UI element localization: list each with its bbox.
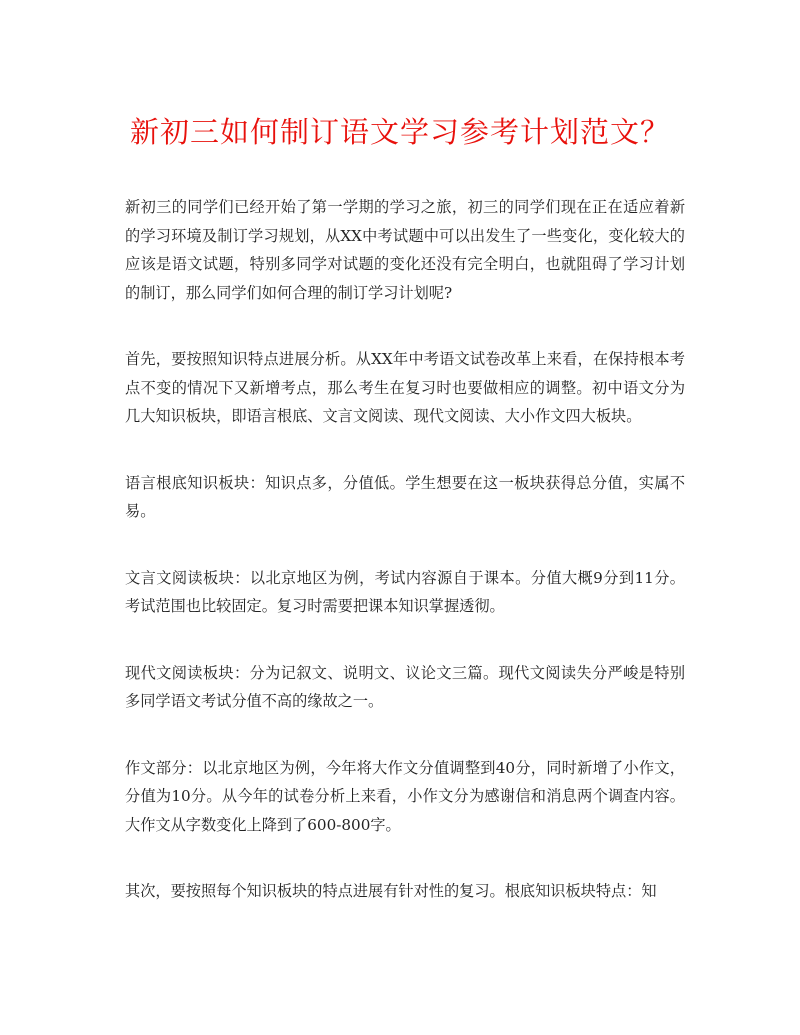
paragraph-classical-reading: 文言文阅读板块：以北京地区为例，考试内容源自于课本。分值大概9分到11分。考试范围也比较固定。复习时需要把课本知识掌握透彻。: [125, 568, 685, 615]
paragraph-first-step: 首先，要按照知识特点进展分析。从XX年中考语文试卷改革上来看，在保持根本考点不变的情况下又新增考点，那么考生在复习时也要做相应的调整。初中语文分为几大知识板块，即语言根底、文言文阅读、现代文阅读、大小作文四大板块。: [125, 350, 685, 425]
paragraph-modern-reading: 现代文阅读板块：分为记叙文、说明文、议论文三篇。现代文阅读失分严峻是特别多同学语文考试分值不高的缘故之一。: [125, 663, 685, 710]
paragraph-intro: 新初三的同学们已经开始了第一学期的学习之旅，初三的同学们现在正在适应着新的学习环境及制订学习规划，从XX中考试题中可以出发生了一些变化，变化较大的应该是语文试题，特别多同学对试题的变化还没有完全明白，也就阻碍了学习计划的制订，那么同学们如何合理的制订学习计划呢?: [125, 198, 685, 302]
paragraph-second-step: 其次，要按照每个知识板块的特点进展有针对性的复习。根底知识板块特点：知: [125, 882, 657, 900]
paragraph-language-basics: 语言根底知识板块：知识点多，分值低。学生想要在这一板块获得总分值，实属不易。: [125, 473, 685, 520]
document-title: 新初三如何制订语文学习参考计划范文？: [129, 115, 670, 149]
document-body: [125, 193, 685, 944]
paragraph-composition: 作文部分：以北京地区为例，今年将大作文分值调整到40分，同时新增了小作文，分值为10分。从今年的试卷分析上来看，小作文分为感谢信和消息两个调查内容。大作文从字数变化上降到了600-800字。: [125, 758, 685, 834]
